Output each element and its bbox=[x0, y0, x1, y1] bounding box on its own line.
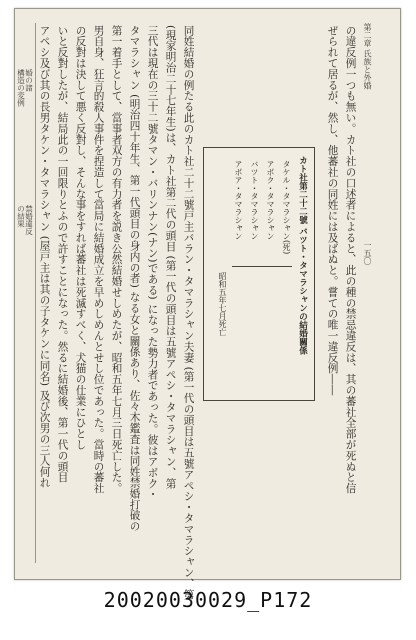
genealogy-line-c: バツト・タマラシャン bbox=[250, 160, 259, 240]
body-column-4: (現家明治二十七年生)は、カト社第二代の頭目 (第一代の頭目は五號アペシ・タマラシャン、第 bbox=[164, 25, 177, 489]
genealogy-line-d: アボア・タマラシャン bbox=[234, 160, 243, 240]
genealogy-date: 昭和五年七月死亡 bbox=[218, 272, 227, 336]
genealogy-line-b: アボク・タマラシャン bbox=[266, 160, 275, 240]
archive-id-caption: 20020030029_P172 bbox=[103, 588, 313, 612]
sidenote-line-1: 婚の諸 bbox=[24, 69, 34, 92]
sidenote-line-4: の結果 bbox=[16, 205, 26, 228]
genealogy-line-a: タケル・タマラシャン(死) bbox=[282, 160, 291, 255]
page-number: 一五〇 bbox=[363, 241, 372, 265]
body-column-9: の反對は決して悪く反對し、そんな事をすれば蕃社は死滅すべく、犬猫の仕業にひとし bbox=[74, 25, 87, 451]
body-column-3: 同姓結婚の例たる此のカト社二十二號戸主バラン・タマラシャン夫妻 (第一代の頭目は五號アペシ・タマラシャン、第 bbox=[182, 25, 195, 600]
margin-rule bbox=[35, 23, 36, 563]
chapter-header: 第二章 氏族と外婚 bbox=[363, 23, 372, 90]
body-column-1: の違反例一つも無い。カト社の口述者によると、此の種の禁忌違反は、其の蕃社全部が死ぬと信 bbox=[344, 25, 357, 494]
genealogy-connector bbox=[232, 266, 292, 267]
body-column-10: いと反對したが、結局此の一回限りとふので許すことになった。然るに結婚後、第一代の頭目 bbox=[56, 25, 69, 483]
sidenote-line-3: 禁婚違反 bbox=[24, 205, 34, 235]
body-column-2: ぜられて居るが、然し、他蕃社の同姓には及ばぬと。嘗ての唯一違反例―― bbox=[326, 25, 339, 396]
genealogy-box bbox=[203, 147, 315, 401]
genealogy-title: カト社第二十二號 バツト・タマラシャンの結婚關係 bbox=[297, 156, 308, 355]
body-column-11: アペシ及び其の長男タケン・タマラシャン (屋戸主は其の子タケンに同名) 及び次男の三人何れ bbox=[38, 25, 51, 489]
body-column-7: 第一着手として、當事者双方の有力者を説き公然結婚せしめたが、昭和五年七月三日死亡した。 bbox=[110, 25, 123, 494]
body-column-8: 男自身、狂言的殺人事件を捏造して當局に結婚成立を早めしめんとせし位であった。當時の蕃社 bbox=[92, 25, 105, 494]
sidenote-line-2: 構造の変例 bbox=[16, 69, 26, 107]
body-column-5: 三代は現在の三十二號タマン・バリンナン(ナン)である) になった勢力者であった。彼はアボク・ bbox=[146, 25, 159, 500]
body-column-6: タマラシャン (明治四十年生、第一代頭目の身内の者) なる女と關係あり、佐々木鑑査は同姓禁婚打破の bbox=[128, 25, 141, 532]
